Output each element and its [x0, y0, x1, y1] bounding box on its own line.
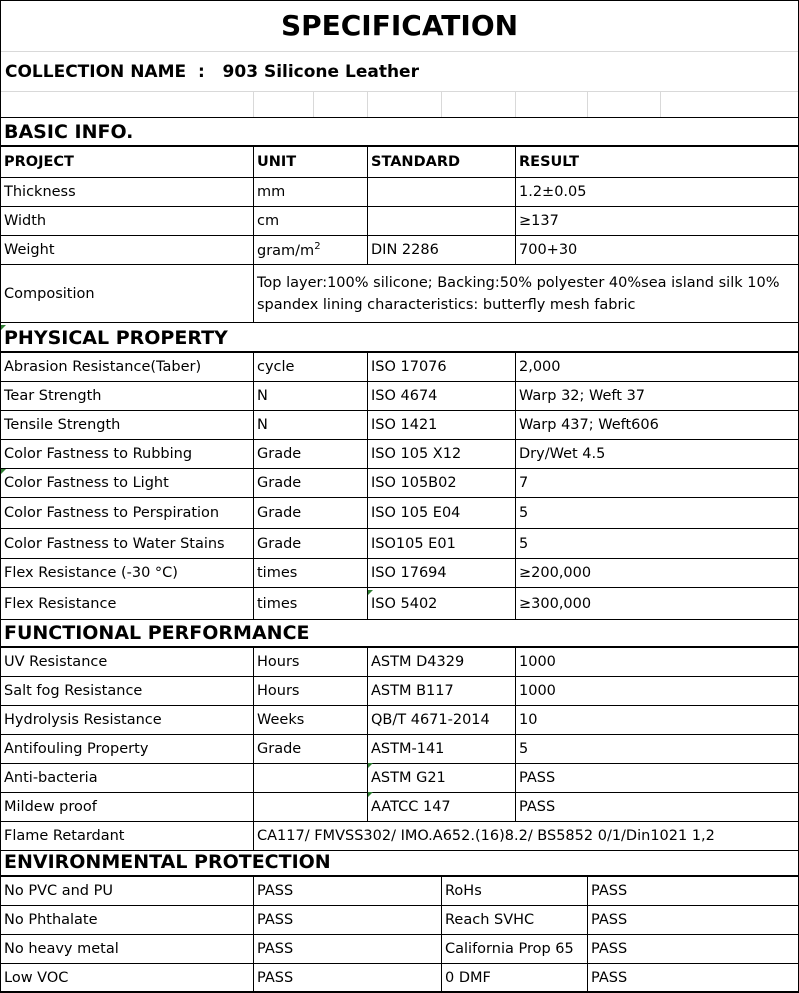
result-cell: 5 — [516, 529, 799, 559]
standard-cell: ISO 105B02 — [368, 469, 516, 498]
project-cell: Color Fastness to Perspiration — [1, 498, 254, 529]
unit-cell: Hours — [254, 677, 368, 706]
result-cell: 2,000 — [516, 353, 799, 382]
header-unit: UNIT — [254, 147, 368, 178]
project-cell: Weight — [1, 236, 254, 265]
unit-cell: Grade — [254, 529, 368, 559]
header-standard: STANDARD — [368, 147, 516, 178]
standard-cell — [368, 178, 516, 207]
table-row — [1, 382, 799, 411]
table-row — [1, 793, 799, 822]
standard-cell: ISO 1421 — [368, 411, 516, 440]
project-cell: UV Resistance — [1, 648, 254, 677]
basic-info-table — [0, 146, 799, 323]
collection-value: 903 Silicone Leather — [223, 62, 419, 82]
unit-cell: cm — [254, 207, 368, 236]
standard-cell: ISO 17076 — [368, 353, 516, 382]
table-row — [1, 469, 799, 498]
result-cell: 1.2±0.05 — [516, 178, 799, 207]
standard-cell: DIN 2286 — [368, 236, 516, 265]
project-cell: Salt fog Resistance — [1, 677, 254, 706]
section-physical-property: PHYSICAL PROPERTY — [0, 324, 799, 352]
standard-cell: AATCC 147 — [368, 793, 516, 822]
unit-cell: Grade — [254, 440, 368, 469]
env-result-cell: PASS — [588, 964, 799, 993]
project-cell: Flex Resistance — [1, 588, 254, 620]
table-row — [1, 677, 799, 706]
env-item-cell: No Phthalate — [1, 906, 254, 935]
result-cell: 5 — [516, 735, 799, 764]
table-row — [1, 964, 799, 993]
env-item-cell: RoHs — [442, 877, 588, 906]
table-row — [1, 178, 799, 207]
project-cell: Anti-bacteria — [1, 764, 254, 793]
unit-text: gram/m — [257, 243, 314, 259]
result-cell: PASS — [516, 793, 799, 822]
functional-performance-table — [0, 647, 799, 851]
project-cell: Color Fastness to Water Stains — [1, 529, 254, 559]
project-cell: Mildew proof — [1, 793, 254, 822]
header-project: PROJECT — [1, 147, 254, 178]
project-cell: Flex Resistance (-30 °C) — [1, 559, 254, 588]
collection-separator: : — [198, 62, 205, 82]
result-cell: 1000 — [516, 677, 799, 706]
table-row — [1, 935, 799, 964]
table-row — [1, 906, 799, 935]
table-row — [1, 559, 799, 588]
env-item-cell: No heavy metal — [1, 935, 254, 964]
collection-label: COLLECTION NAME — [5, 62, 186, 82]
table-row — [1, 706, 799, 735]
standard-cell: ASTM G21 — [368, 764, 516, 793]
physical-property-table — [0, 352, 799, 620]
env-result-cell: PASS — [254, 877, 442, 906]
project-cell: Color Fastness to Light — [1, 469, 254, 498]
result-cell: ≥137 — [516, 207, 799, 236]
result-cell: 5 — [516, 498, 799, 529]
env-item-cell: 0 DMF — [442, 964, 588, 993]
table-row — [1, 440, 799, 469]
project-cell: Width — [1, 207, 254, 236]
result-cell: 7 — [516, 469, 799, 498]
standard-cell: QB/T 4671-2014 — [368, 706, 516, 735]
environmental-protection-table — [0, 876, 799, 993]
table-row-flame-retardant — [1, 822, 799, 851]
table-row — [1, 529, 799, 559]
section-basic-info: BASIC INFO. — [0, 118, 799, 146]
env-result-cell: PASS — [588, 877, 799, 906]
cell-marker-icon — [368, 590, 373, 595]
unit-cell: N — [254, 411, 368, 440]
blank-row — [0, 92, 799, 118]
flame-standards-cell: CA117/ FMVSS302/ IMO.A652.(16)8.2/ BS5852 0/1/Din1021 1,2 — [254, 822, 799, 851]
unit-cell: N — [254, 382, 368, 411]
unit-cell: cycle — [254, 353, 368, 382]
env-result-cell: PASS — [254, 906, 442, 935]
table-row-composition — [1, 265, 799, 323]
table-row — [1, 764, 799, 793]
unit-cell: times — [254, 588, 368, 620]
unit-cell: Hours — [254, 648, 368, 677]
result-cell: Warp 32; Weft 37 — [516, 382, 799, 411]
result-cell: Warp 437; Weft606 — [516, 411, 799, 440]
unit-cell: Weeks — [254, 706, 368, 735]
collection-row — [0, 52, 799, 92]
section-functional-performance: FUNCTIONAL PERFORMANCE — [0, 619, 799, 647]
cell-marker-icon — [368, 792, 373, 797]
cell-marker-icon — [368, 763, 373, 768]
page-title: SPECIFICATION — [0, 0, 799, 52]
standard-cell: ISO105 E01 — [368, 529, 516, 559]
project-cell: Composition — [1, 265, 254, 323]
env-result-cell: PASS — [588, 906, 799, 935]
unit-cell: times — [254, 559, 368, 588]
standard-cell — [368, 207, 516, 236]
env-item-cell: Reach SVHC — [442, 906, 588, 935]
result-cell: ≥300,000 — [516, 588, 799, 620]
table-row — [1, 648, 799, 677]
unit-cell — [254, 793, 368, 822]
env-result-cell: PASS — [254, 935, 442, 964]
table-row — [1, 498, 799, 529]
standard-cell: ISO 5402 — [368, 588, 516, 620]
project-cell: Abrasion Resistance(Taber) — [1, 353, 254, 382]
result-cell: ≥200,000 — [516, 559, 799, 588]
project-cell: Thickness — [1, 178, 254, 207]
standard-cell: ISO 105 E04 — [368, 498, 516, 529]
table-row — [1, 236, 799, 265]
project-cell: Tear Strength — [1, 382, 254, 411]
standard-cell: ASTM D4329 — [368, 648, 516, 677]
unit-cell: mm — [254, 178, 368, 207]
table-row — [1, 735, 799, 764]
unit-cell: Grade — [254, 469, 368, 498]
table-row — [1, 588, 799, 620]
table-row — [1, 207, 799, 236]
env-item-cell: No PVC and PU — [1, 877, 254, 906]
result-cell: Dry/Wet 4.5 — [516, 440, 799, 469]
unit-superscript: 2 — [314, 241, 320, 252]
project-cell: Color Fastness to Rubbing — [1, 440, 254, 469]
project-cell: Tensile Strength — [1, 411, 254, 440]
env-item-cell: California Prop 65 — [442, 935, 588, 964]
project-cell: Flame Retardant — [1, 822, 254, 851]
cell-marker-icon — [1, 469, 6, 474]
table-row — [1, 353, 799, 382]
standard-cell: ISO 4674 — [368, 382, 516, 411]
unit-cell — [254, 236, 368, 265]
unit-cell: Grade — [254, 498, 368, 529]
env-result-cell: PASS — [254, 964, 442, 993]
env-item-cell: Low VOC — [1, 964, 254, 993]
standard-cell: ASTM-141 — [368, 735, 516, 764]
unit-cell — [254, 764, 368, 793]
result-cell: 700+30 — [516, 236, 799, 265]
standard-cell: ASTM B117 — [368, 677, 516, 706]
table-row — [1, 411, 799, 440]
standard-cell: ISO 17694 — [368, 559, 516, 588]
table-header-row — [1, 147, 799, 178]
result-cell: 1000 — [516, 648, 799, 677]
project-cell: Antifouling Property — [1, 735, 254, 764]
standard-cell: ISO 105 X12 — [368, 440, 516, 469]
header-result: RESULT — [516, 147, 799, 178]
table-row — [1, 877, 799, 906]
cell-marker-icon — [1, 325, 6, 330]
env-result-cell: PASS — [588, 935, 799, 964]
result-cell: 10 — [516, 706, 799, 735]
project-cell: Hydrolysis Resistance — [1, 706, 254, 735]
section-environmental-protection: ENVIRONMENTAL PROTECTION — [0, 848, 799, 876]
composition-cell: Top layer:100% silicone; Backing:50% polyester 40%sea island silk 10% spandex lining characteristics: butterfly mesh fabric — [254, 265, 799, 323]
result-cell: PASS — [516, 764, 799, 793]
unit-cell: Grade — [254, 735, 368, 764]
